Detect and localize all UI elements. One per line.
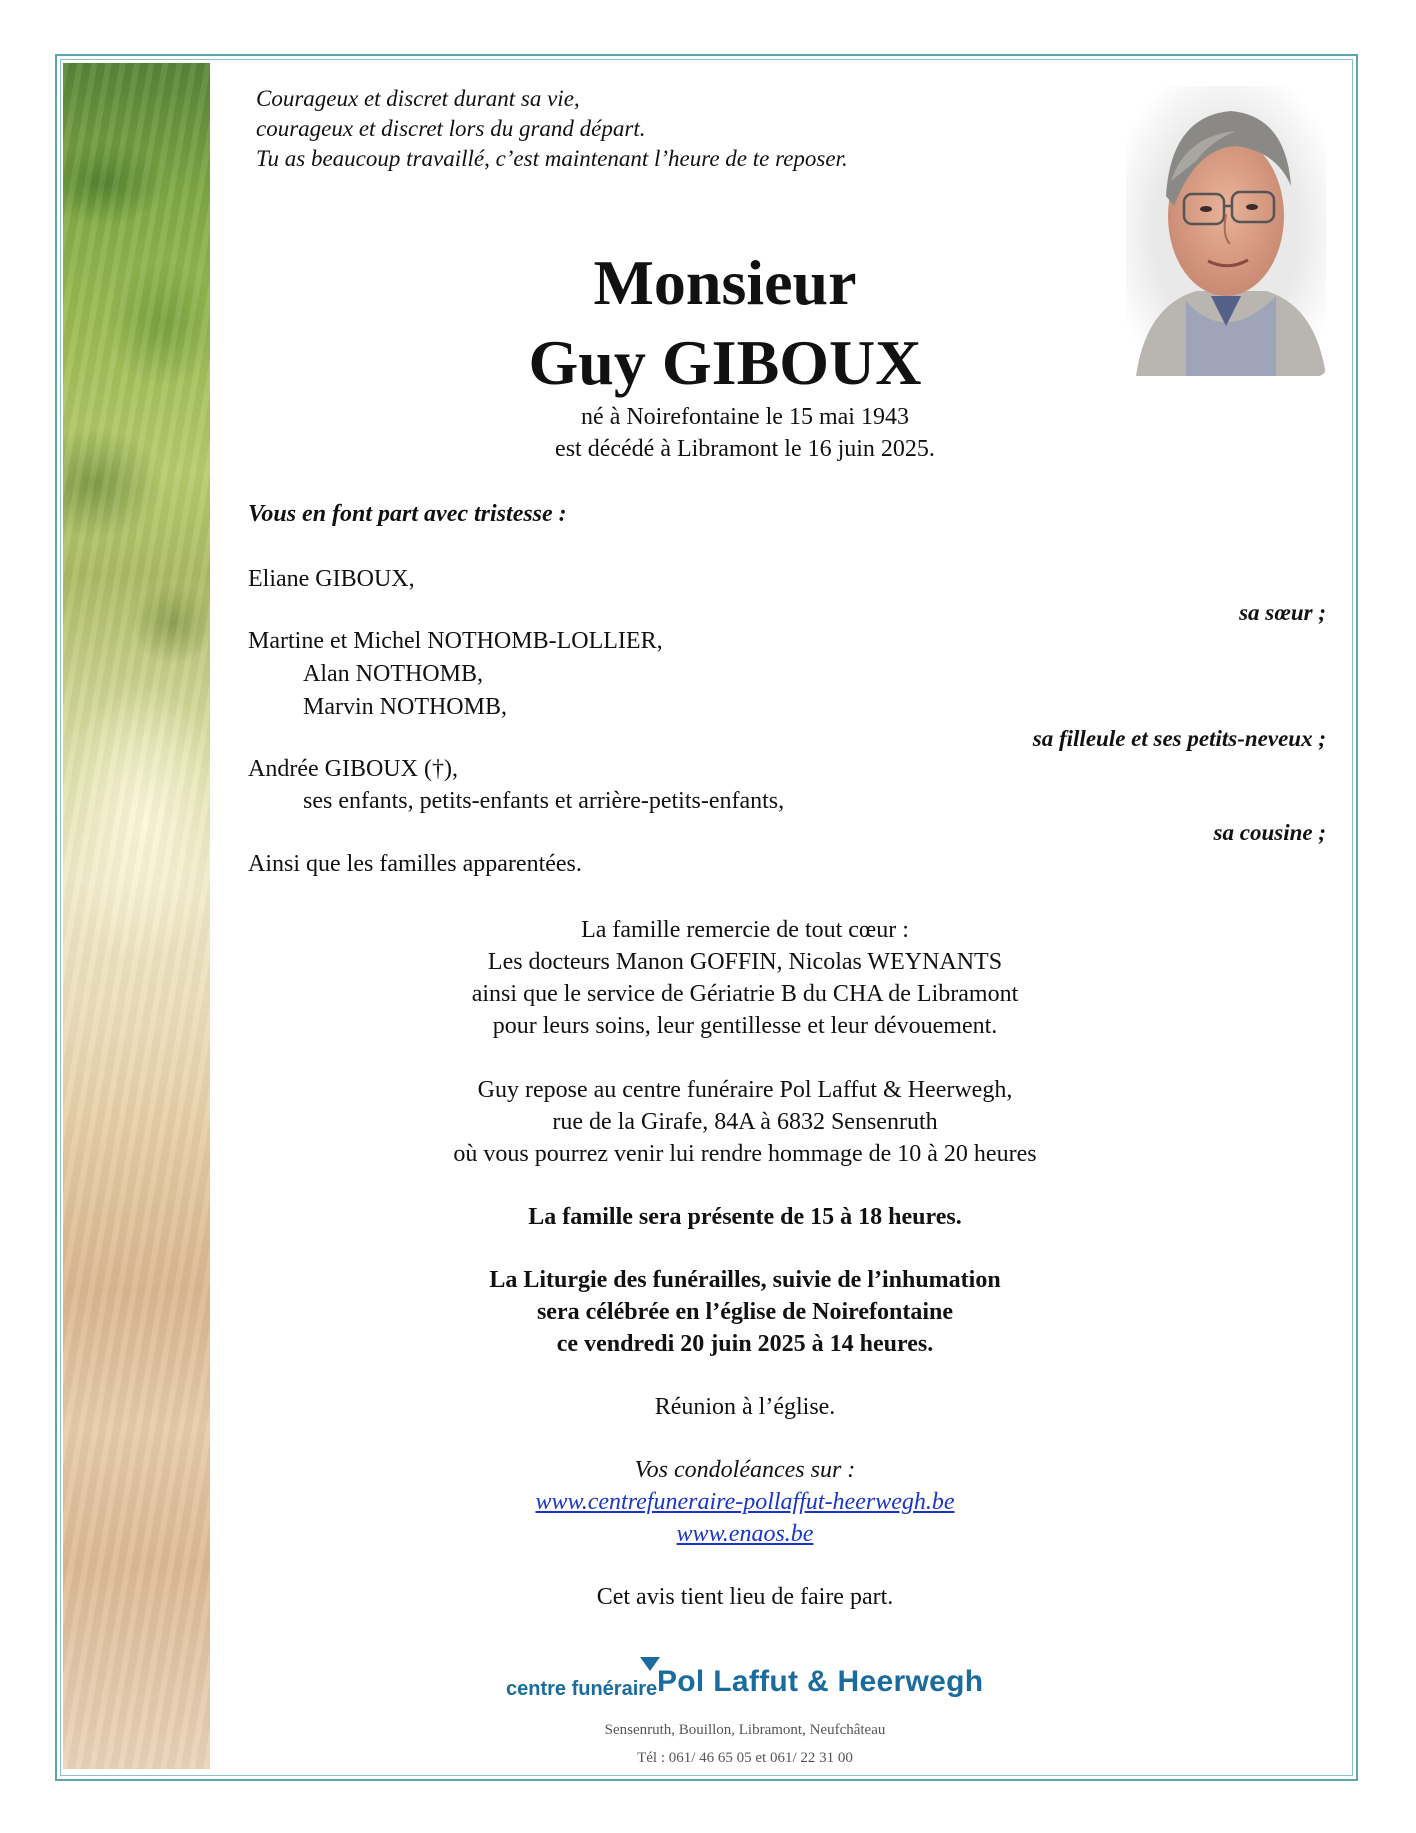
visitation-line: Guy repose au centre funéraire Pol Laffut & Heerwegh, xyxy=(477,1077,1013,1103)
reunion-text: Réunion à l’église. xyxy=(654,1394,836,1420)
poem xyxy=(256,84,848,174)
deceased-name: Guy GIBOUX xyxy=(528,327,922,398)
closing-text: Cet avis tient lieu de faire part. xyxy=(596,1584,894,1610)
family-presence: La famille sera présente de 15 à 18 heures. xyxy=(528,1204,962,1230)
condolences-link-funeral-center[interactable]: www.centrefuneraire-pollaffut-heerwegh.be xyxy=(535,1489,955,1515)
visitation-line: rue de la Girafe, 84A à 6832 Sensenruth xyxy=(552,1109,938,1135)
thanks-line: pour leurs soins, leur gentillesse et leur dévouement. xyxy=(492,1013,998,1039)
liturgy-line: sera célébrée en l’église de Noirefontaine xyxy=(536,1299,954,1325)
thanks-line: La famille remercie de tout cœur : xyxy=(581,917,909,943)
logo-name: Pol Laffut & Heerwegh xyxy=(657,1665,984,1698)
logo-small-text: centre funéraire xyxy=(506,1678,658,1700)
deceased-title: Monsieur xyxy=(593,247,857,318)
visitation-line: où vous pourrez venir lui rendre hommage de 10 à 20 heures xyxy=(453,1141,1037,1167)
relation-label: sa filleule et ses petits-neveux ; xyxy=(1032,726,1326,751)
family-member: Eliane GIBOUX, xyxy=(248,566,415,592)
poem-line: Tu as beaucoup travaillé, c’est maintenant l’heure de te reposer. xyxy=(256,146,848,171)
family-member: Andrée GIBOUX (†), xyxy=(248,756,458,782)
relation-label: sa sœur ; xyxy=(1239,600,1326,625)
family-member: Alan NOTHOMB, xyxy=(303,661,483,687)
birth-line: né à Noirefontaine le 15 mai 1943 xyxy=(581,404,909,430)
relation-label: sa cousine ; xyxy=(1213,820,1326,845)
logo-phone: Tél : 061/ 46 65 05 et 061/ 22 31 00 xyxy=(637,1750,853,1766)
family-member: Martine et Michel NOTHOMB-LOLLIER, xyxy=(248,628,663,654)
announcement-intro: Vous en font part avec tristesse : xyxy=(248,501,567,527)
poem-line: Courageux et discret durant sa vie, xyxy=(256,86,580,111)
liturgy-line: ce vendredi 20 juin 2025 à 14 heures. xyxy=(556,1331,934,1357)
family-member: Marvin NOTHOMB, xyxy=(303,694,507,720)
death-line: est décédé à Libramont le 16 juin 2025. xyxy=(555,436,935,462)
thanks-line: Les docteurs Manon GOFFIN, Nicolas WEYNANTS xyxy=(487,949,1003,975)
thanks-line: ainsi que le service de Gériatrie B du CHA de Libramont xyxy=(471,981,1019,1007)
family-member: Ainsi que les familles apparentées. xyxy=(248,851,582,877)
logo-locations: Sensenruth, Bouillon, Libramont, Neufchâteau xyxy=(604,1722,886,1738)
poem-line: courageux et discret lors du grand départ. xyxy=(256,116,646,141)
condolences-link-enaos[interactable]: www.enaos.be xyxy=(676,1521,814,1547)
family-member: ses enfants, petits-enfants et arrière-petits-enfants, xyxy=(303,788,785,814)
condolences-label: Vos condoléances sur : xyxy=(634,1457,856,1483)
liturgy-line: La Liturgie des funérailles, suivie de l’inhumation xyxy=(489,1267,1001,1293)
